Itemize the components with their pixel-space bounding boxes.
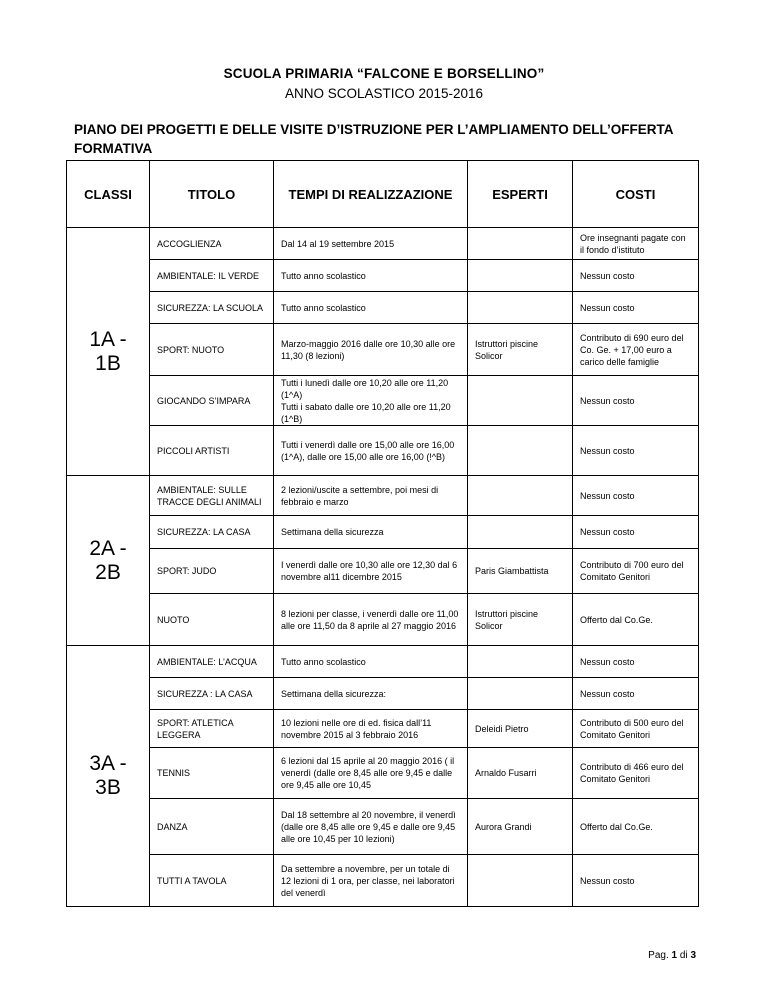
cell-costi: Nessun costo (573, 292, 699, 324)
document-title: PIANO DEI PROGETTI E DELLE VISITE D’ISTRUZIONE PER L’AMPLIAMENTO DELL’OFFERTA FORMATIVA (74, 122, 674, 156)
cell-esperti: Istruttori piscine Solicor (468, 594, 573, 646)
table-row (67, 426, 699, 476)
cell-costi: Offerto dal Co.Ge. (573, 799, 699, 855)
cell-costi: Nessun costo (573, 426, 699, 476)
table-row (67, 748, 699, 799)
cell-costi: Offerto dal Co.Ge. (573, 594, 699, 646)
table-row (67, 594, 699, 646)
cell-tempi: 8 lezioni per classe, i venerdì dalle ore 11,00 alle ore 11,50 da 8 aprile al 27 maggio 2016 (274, 594, 468, 646)
table-row (67, 324, 699, 376)
cell-costi: Nessun costo (573, 376, 699, 426)
cell-costi: Nessun costo (573, 260, 699, 292)
footer-sep: di (677, 950, 691, 961)
cell-costi: Contributo di 466 euro del Comitato Genitori (573, 748, 699, 799)
cell-titolo: ACCOGLIENZA (150, 228, 274, 260)
footer-page: 1 (671, 950, 678, 961)
cell-titolo: DANZA (150, 799, 274, 855)
table-row (67, 260, 699, 292)
cell-titolo: SPORT: ATLETICA LEGGERA (150, 710, 274, 748)
cell-tempi: Da settembre a novembre, per un totale di 12 lezioni di 1 ora, per classe, nei laboratori del venerdì (274, 855, 468, 907)
cell-titolo: SPORT: JUDO (150, 549, 274, 594)
cell-titolo: SPORT: NUOTO (150, 324, 274, 376)
cell-esperti (468, 426, 573, 476)
table-row (67, 376, 699, 426)
cell-costi: Nessun costo (573, 476, 699, 516)
cell-costi: Nessun costo (573, 646, 699, 678)
cell-titolo: TUTTI A TAVOLA (150, 855, 274, 907)
cell-tempi: Tutti i venerdì dalle ore 15,00 alle ore 16,00 (1^A), dalle ore 15,00 alle ore 16,00 (!^B) (274, 426, 468, 476)
cell-tempi: Tutto anno scolastico (274, 292, 468, 324)
cell-tempi: Tutto anno scolastico (274, 646, 468, 678)
table-row (67, 228, 699, 260)
cell-esperti (468, 476, 573, 516)
cell-tempi: Tutto anno scolastico (274, 260, 468, 292)
class-group-cell: 3A - 3B (67, 646, 150, 907)
table-row (67, 292, 699, 324)
cell-titolo: AMBIENTALE: IL VERDE (150, 260, 274, 292)
cell-esperti (468, 260, 573, 292)
cell-costi: Contributo di 700 euro del Comitato Genitori (573, 549, 699, 594)
cell-tempi: Tutti i lunedì dalle ore 10,20 alle ore 11,20 (1^A) Tutti i sabato dalle ore 10,20 alle ore 11,20 (1^B) (274, 376, 468, 426)
cell-esperti (468, 516, 573, 549)
cell-titolo: NUOTO (150, 594, 274, 646)
cell-titolo: GIOCANDO S’IMPARA (150, 376, 274, 426)
cell-esperti (468, 228, 573, 260)
school-name: SCUOLA PRIMARIA “FALCONE E BORSELLINO” (223, 66, 545, 81)
table-row (67, 799, 699, 855)
header-titolo: TITOLO (150, 161, 274, 228)
cell-costi: Contributo di 690 euro del Co. Ge. + 17,00 euro a carico delle famiglie (573, 324, 699, 376)
cell-esperti: Deleidi Pietro (468, 710, 573, 748)
class-group-cell: 2A - 2B (67, 476, 150, 646)
header-esperti: ESPERTI (468, 161, 573, 228)
page-footer (648, 950, 696, 961)
header-classi: CLASSI (67, 161, 150, 228)
cell-costi: Nessun costo (573, 855, 699, 907)
cell-esperti: Paris Giambattista (468, 549, 573, 594)
school-year: ANNO SCOLASTICO 2015-2016 (284, 86, 484, 101)
cell-costi: Ore insegnanti pagate con il fondo d’istituto (573, 228, 699, 260)
cell-tempi: I venerdì dalle ore 10,30 alle ore 12,30 dal 6 novembre al11 dicembre 2015 (274, 549, 468, 594)
footer-total: 3 (690, 950, 696, 961)
cell-titolo: AMBIENTALE: L’ACQUA (150, 646, 274, 678)
cell-esperti: Arnaldo Fusarri (468, 748, 573, 799)
table-row (67, 710, 699, 748)
header-tempi: TEMPI DI REALIZZAZIONE (274, 161, 468, 228)
projects-table (66, 160, 699, 907)
cell-titolo: SICUREZZA: LA CASA (150, 516, 274, 549)
cell-esperti (468, 678, 573, 710)
table-header-row (67, 161, 699, 228)
cell-costi: Nessun costo (573, 516, 699, 549)
cell-esperti (468, 292, 573, 324)
cell-tempi: Settimana della sicurezza (274, 516, 468, 549)
cell-esperti: Aurora Grandi (468, 799, 573, 855)
table-row (67, 855, 699, 907)
cell-titolo: PICCOLI ARTISTI (150, 426, 274, 476)
cell-tempi: 6 lezioni dal 15 aprile al 20 maggio 2016 ( il venerdì (dalle ore 8,45 alle ore 9,45 e dalle ore 9,45 alle ore 10,45 (274, 748, 468, 799)
cell-tempi: Dal 18 settembre al 20 novembre, il venerdì (dalle ore 8,45 alle ore 9,45 e dalle ore 9,45 alle ore 10,45 per 10 lezioni) (274, 799, 468, 855)
table-row (67, 549, 699, 594)
cell-titolo: AMBIENTALE: SULLE TRACCE DEGLI ANIMALI (150, 476, 274, 516)
cell-costi: Contributo di 500 euro del Comitato Genitori (573, 710, 699, 748)
cell-costi: Nessun costo (573, 678, 699, 710)
header-costi: COSTI (573, 161, 699, 228)
cell-tempi: Dal 14 al 19 settembre 2015 (274, 228, 468, 260)
cell-titolo: SICUREZZA : LA CASA (150, 678, 274, 710)
cell-esperti: Istruttori piscine Solicor (468, 324, 573, 376)
cell-titolo: TENNIS (150, 748, 274, 799)
class-group-cell: 1A - 1B (67, 228, 150, 476)
cell-esperti (468, 646, 573, 678)
cell-tempi: Settimana della sicurezza: (274, 678, 468, 710)
table-row (67, 678, 699, 710)
footer-prefix: Pag. (648, 950, 672, 961)
table-row (67, 646, 699, 678)
cell-esperti (468, 376, 573, 426)
table-row (67, 476, 699, 516)
cell-tempi: 2 lezioni/uscite a settembre, poi mesi di febbraio e marzo (274, 476, 468, 516)
cell-esperti (468, 855, 573, 907)
cell-titolo: SICUREZZA: LA SCUOLA (150, 292, 274, 324)
cell-tempi: 10 lezioni nelle ore di ed. fisica dall’11 novembre 2015 al 3 febbraio 2016 (274, 710, 468, 748)
table-row (67, 516, 699, 549)
cell-tempi: Marzo-maggio 2016 dalle ore 10,30 alle ore 11,30 (8 lezioni) (274, 324, 468, 376)
